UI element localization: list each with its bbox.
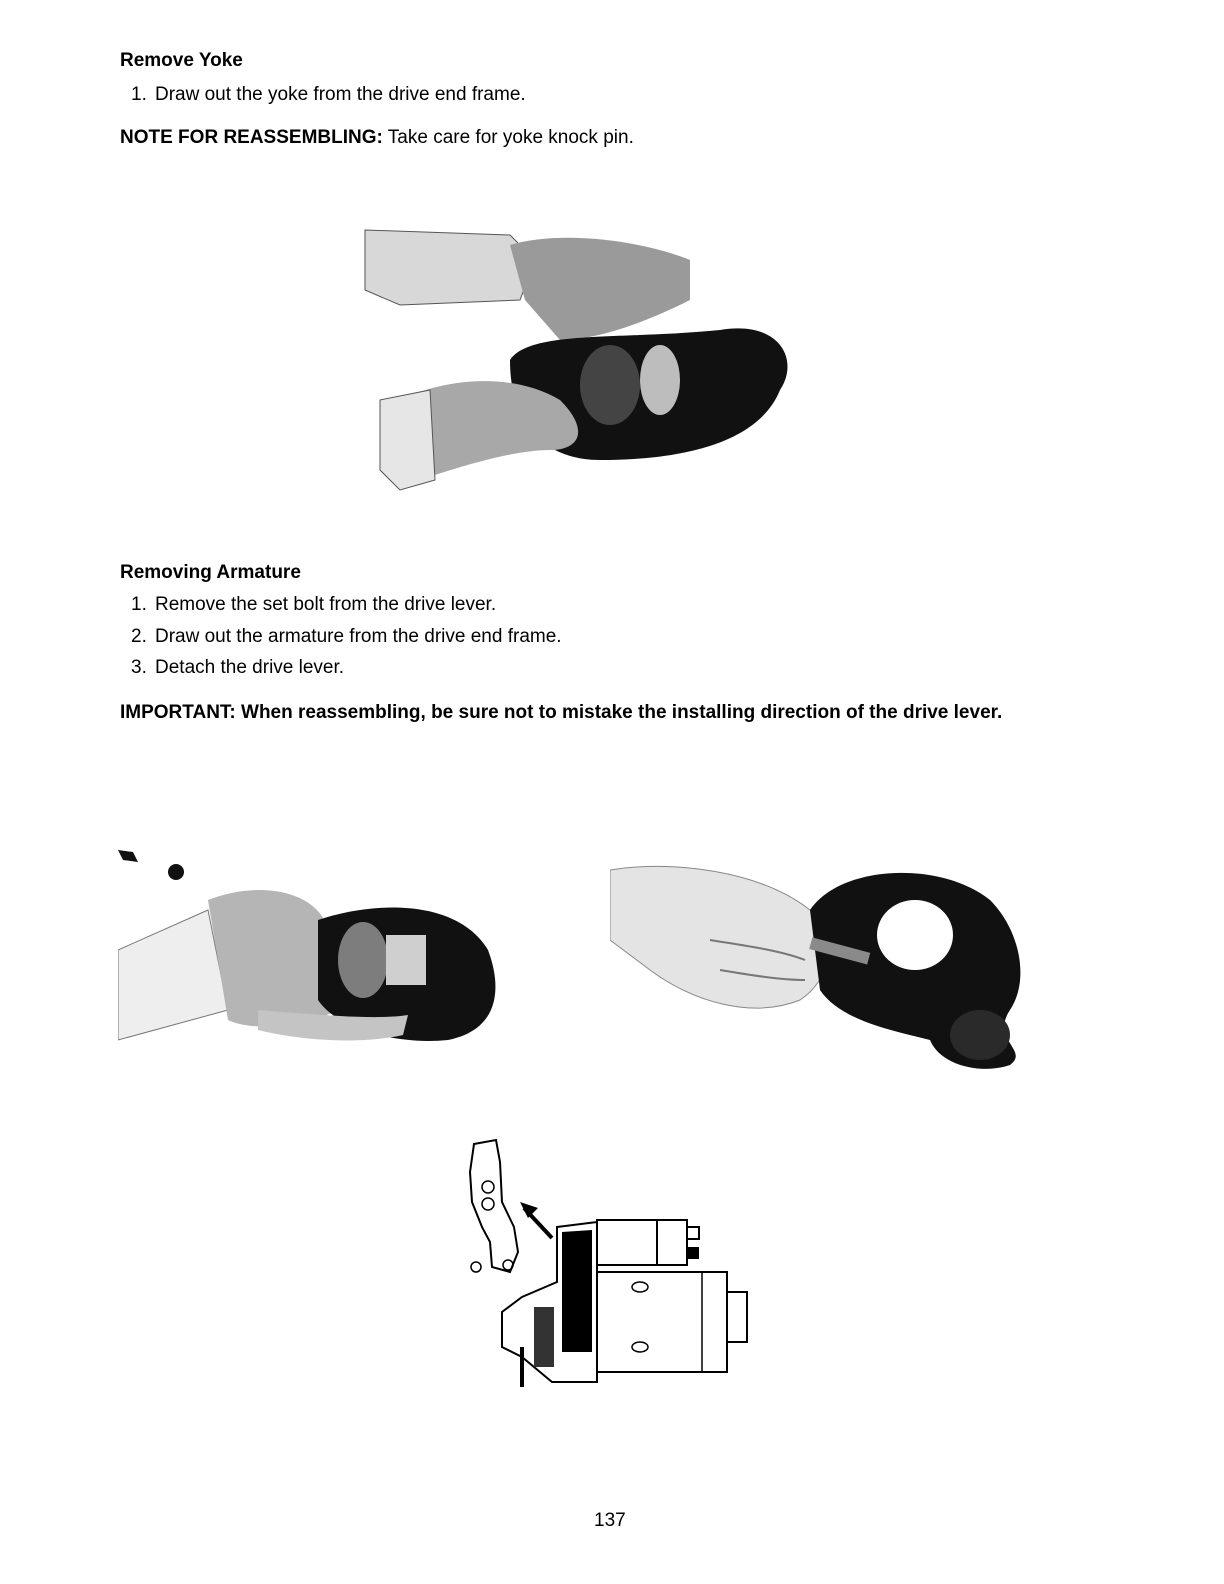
step-text: Draw out the yoke from the drive end frame. xyxy=(155,84,526,105)
step-number: 2. xyxy=(131,626,147,647)
step-text: Remove the set bolt from the drive lever. xyxy=(155,594,497,615)
yoke-step-1 xyxy=(131,84,526,106)
page-number: 137 xyxy=(594,1510,626,1531)
section-heading-removing-armature: Removing Armature xyxy=(120,562,301,583)
step-number: 1. xyxy=(131,84,147,105)
photo-draw-out-armature xyxy=(118,840,508,1080)
step-number: 1. xyxy=(131,594,147,615)
reassembly-note xyxy=(120,127,634,149)
armature-step-3 xyxy=(131,657,344,679)
section-heading-remove-yoke: Remove Yoke xyxy=(120,50,243,71)
step-number: 3. xyxy=(131,657,147,678)
step-text: Detach the drive lever. xyxy=(155,657,345,678)
armature-step-1 xyxy=(131,594,496,616)
diagram-drive-lever-direction xyxy=(462,1132,762,1392)
note-label: NOTE FOR REASSEMBLING: xyxy=(120,127,383,148)
note-text: Take care for yoke knock pin. xyxy=(382,127,634,148)
important-note: IMPORTANT: When reassembling, be sure not to mistake the installing direction of the drive lever. xyxy=(120,702,1003,723)
armature-step-2 xyxy=(131,626,562,648)
photo-detach-drive-lever xyxy=(610,850,1040,1080)
photo-remove-yoke xyxy=(360,190,820,510)
step-text: Draw out the armature from the drive end frame. xyxy=(155,626,562,647)
